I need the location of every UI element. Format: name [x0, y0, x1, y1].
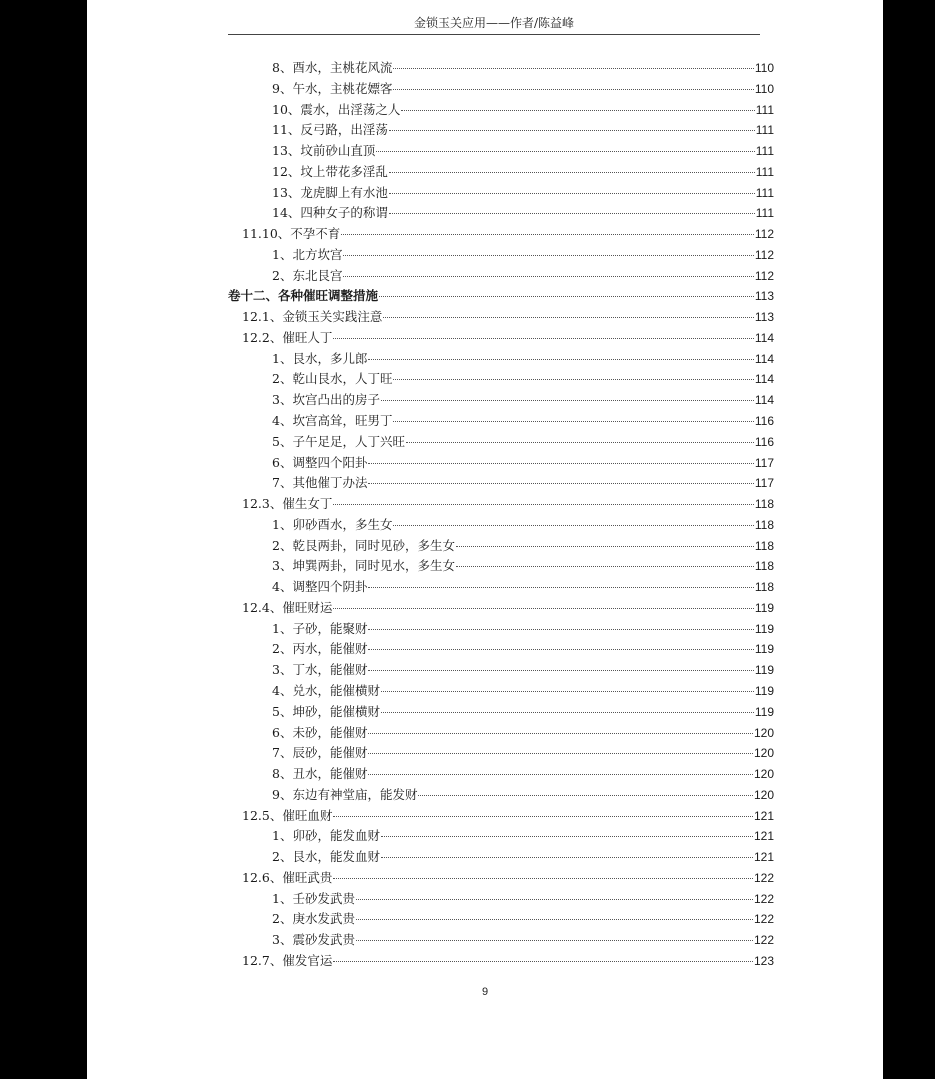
- toc-entry-title: 5、子午足足，人丁兴旺: [272, 433, 405, 449]
- toc-entry-title: 2、乾艮两卦，同时见砂，多生女: [272, 537, 455, 553]
- toc-entry[interactable]: [228, 183, 774, 204]
- toc-entry-title: 4、坎宫高耸，旺男丁: [272, 413, 393, 429]
- toc-entry[interactable]: [228, 639, 774, 660]
- toc-entry[interactable]: [228, 764, 774, 785]
- toc-dot-leader: [341, 234, 754, 235]
- toc-entry[interactable]: [228, 224, 774, 245]
- toc-entry-page: 111: [755, 206, 774, 221]
- toc-dot-leader: [393, 421, 753, 422]
- toc-dot-leader: [381, 836, 753, 837]
- toc-entry[interactable]: [228, 577, 774, 598]
- toc-entry-page: 122: [753, 933, 774, 948]
- toc-entry[interactable]: [228, 453, 774, 474]
- toc-entry-page: 111: [755, 123, 774, 138]
- toc-entry-title: 1、卯砂酉水，多生女: [272, 516, 393, 532]
- toc-entry-title: 2、东北艮宫: [272, 267, 343, 283]
- toc-dot-leader: [356, 919, 753, 920]
- toc-entry-title: 12.1、金锁玉关实践注意: [242, 309, 383, 325]
- toc-entry[interactable]: [228, 307, 774, 328]
- toc-entry-page: 114: [754, 372, 774, 387]
- toc-entry-title: 3、坎宫凸出的房子: [272, 392, 380, 408]
- toc-dot-leader: [393, 379, 753, 380]
- toc-entry-page: 117: [754, 476, 774, 491]
- toc-entry-page: 120: [753, 767, 774, 782]
- toc-entry-page: 117: [754, 455, 774, 470]
- toc-entry[interactable]: [228, 58, 774, 79]
- toc-dot-leader: [368, 587, 753, 588]
- toc-dot-leader: [406, 442, 754, 443]
- toc-entry-page: 118: [754, 538, 774, 553]
- toc-entry[interactable]: [228, 723, 774, 744]
- toc-dot-leader: [393, 68, 753, 69]
- toc-entry-page: 112: [754, 247, 774, 262]
- toc-dot-leader: [356, 940, 753, 941]
- toc-entry-title: 1、北方坎宫: [272, 246, 343, 262]
- toc-entry[interactable]: [228, 203, 774, 224]
- document-page: [87, 0, 883, 1079]
- toc-entry-title: 5、坤砂，能催横财: [272, 703, 380, 719]
- toc-entry-page: 119: [754, 683, 774, 698]
- toc-entry-title: 4、兑水，能催横财: [272, 682, 380, 698]
- toc-entry[interactable]: [228, 369, 774, 390]
- toc-entry-page: 119: [754, 642, 774, 657]
- toc-dot-leader: [333, 608, 754, 609]
- toc-entry-title: 6、调整四个阳卦: [272, 454, 368, 470]
- toc-dot-leader: [368, 359, 753, 360]
- toc-entry[interactable]: [228, 847, 774, 868]
- toc-entry-title: 11、反弓路，出淫荡: [272, 122, 388, 138]
- toc-entry[interactable]: [228, 473, 774, 494]
- toc-entry-title: 9、东边有神堂庙，能发财: [272, 786, 418, 802]
- toc-entry-page: 122: [753, 891, 774, 906]
- toc-entry[interactable]: [228, 660, 774, 681]
- toc-dot-leader: [368, 733, 753, 734]
- toc-entry-page: 116: [754, 414, 774, 429]
- toc-entry-title: 8、酉水，主桃花风流: [272, 60, 393, 75]
- toc-entry-page: 110: [754, 81, 774, 96]
- toc-entry[interactable]: [228, 556, 774, 577]
- toc-entry[interactable]: [228, 494, 774, 515]
- toc-entry-title: 10、震水，出淫荡之人: [272, 101, 401, 117]
- toc-entry[interactable]: [228, 826, 774, 847]
- toc-entry[interactable]: [228, 266, 774, 287]
- toc-entry-page: 118: [754, 517, 774, 532]
- toc-entry-page: 113: [754, 289, 774, 304]
- toc-dot-leader: [418, 795, 753, 796]
- toc-entry-page: 114: [754, 330, 774, 345]
- toc-entry-title: 8、丑水，能催财: [272, 766, 368, 782]
- toc-dot-leader: [368, 670, 753, 671]
- toc-dot-leader: [356, 899, 753, 900]
- toc-entry[interactable]: [228, 432, 774, 453]
- toc-entry-page: 121: [753, 808, 774, 823]
- toc-entry-page: 119: [754, 621, 774, 636]
- toc-entry-page: 118: [754, 497, 774, 512]
- running-header: 金锁玉关应用——作者/陈益峰: [228, 14, 760, 35]
- toc-entry-page: 119: [754, 600, 774, 615]
- toc-entry-page: 123: [753, 953, 774, 968]
- toc-dot-leader: [389, 193, 755, 194]
- toc-entry[interactable]: [228, 162, 774, 183]
- toc-entry[interactable]: [228, 951, 774, 972]
- toc-dot-leader: [376, 151, 754, 152]
- toc-entry-page: 118: [754, 580, 774, 595]
- toc-entry[interactable]: [228, 245, 774, 266]
- toc-entry[interactable]: [228, 100, 774, 121]
- toc-dot-leader: [389, 130, 755, 131]
- toc-entry[interactable]: [228, 515, 774, 536]
- toc-entry-page: 119: [754, 704, 774, 719]
- toc-entry[interactable]: [228, 868, 774, 889]
- toc-dot-leader: [383, 317, 754, 318]
- toc-dot-leader: [389, 172, 755, 173]
- toc-entry-page: 112: [754, 227, 774, 242]
- toc-dot-leader: [343, 255, 753, 256]
- toc-entry[interactable]: [228, 743, 774, 764]
- toc-dot-leader: [381, 857, 753, 858]
- toc-entry-page: 111: [755, 144, 774, 159]
- toc-entry-title: 6、未砂，能催财: [272, 724, 368, 740]
- toc-dot-leader: [368, 649, 753, 650]
- toc-entry[interactable]: [228, 286, 774, 307]
- toc-dot-leader: [456, 566, 754, 567]
- toc-dot-leader: [368, 629, 753, 630]
- toc-entry-title: 12、坟上带花多淫乱: [272, 163, 388, 179]
- toc-entry[interactable]: [228, 79, 774, 100]
- toc-entry-title: 2、艮水，能发血财: [272, 849, 380, 865]
- toc-entry[interactable]: [228, 930, 774, 951]
- toc-entry[interactable]: [228, 785, 774, 806]
- toc-entry-title: 1、卯砂，能发血财: [272, 828, 380, 844]
- page-number: 9: [481, 986, 489, 998]
- toc-dot-leader: [333, 816, 753, 817]
- toc-entry-title: 3、丁水，能催财: [272, 662, 368, 678]
- toc-entry[interactable]: [228, 806, 774, 827]
- toc-entry-page: 122: [753, 870, 774, 885]
- toc-dot-leader: [381, 400, 754, 401]
- toc-dot-leader: [379, 296, 754, 297]
- toc-entry[interactable]: [228, 120, 774, 141]
- toc-entry[interactable]: [228, 536, 774, 557]
- toc-entry[interactable]: [228, 411, 774, 432]
- toc-entry[interactable]: [228, 619, 774, 640]
- toc-entry-page: 122: [753, 912, 774, 927]
- toc-entry-page: 119: [754, 663, 774, 678]
- toc-entry-title: 1、子砂，能聚财: [272, 620, 368, 636]
- toc-entry-title: 1、艮水，多儿郎: [272, 350, 368, 366]
- toc-dot-leader: [368, 753, 753, 754]
- toc-entry-title: 12.2、催旺人丁: [242, 329, 333, 345]
- toc-entry-title: 11.10、不孕不育: [242, 226, 341, 242]
- toc-entry-page: 116: [754, 434, 774, 449]
- toc-dot-leader: [343, 276, 753, 277]
- toc-entry-page: 112: [754, 268, 774, 283]
- toc-entry-title: 13、坟前砂山直顶: [272, 143, 376, 159]
- toc-dot-leader: [368, 774, 753, 775]
- toc-entry-title: 卷十二、各种催旺调整措施: [228, 288, 379, 304]
- toc-dot-leader: [368, 483, 753, 484]
- toc-entry-page: 120: [753, 787, 774, 802]
- toc-dot-leader: [368, 463, 753, 464]
- toc-dot-leader: [389, 213, 755, 214]
- toc-entry-title: 2、庚水发武贵: [272, 911, 355, 927]
- toc-entry[interactable]: [228, 889, 774, 910]
- toc-entry-title: 12.6、催旺武贵: [242, 869, 333, 885]
- toc-entry-title: 7、辰砂，能催财: [272, 745, 368, 761]
- toc-dot-leader: [456, 546, 754, 547]
- toc-entry-title: 4、调整四个阴卦: [272, 579, 368, 595]
- toc-entry-page: 121: [753, 829, 774, 844]
- toc-entry-title: 3、坤巽两卦，同时见水，多生女: [272, 558, 455, 574]
- toc-entry-title: 7、其他催丁办法: [272, 475, 368, 491]
- toc-dot-leader: [333, 504, 754, 505]
- toc-dot-leader: [381, 712, 754, 713]
- toc-dot-leader: [381, 691, 754, 692]
- toc-dot-leader: [393, 89, 753, 90]
- toc-entry[interactable]: [228, 681, 774, 702]
- toc-entry-page: 111: [755, 185, 774, 200]
- toc-entry[interactable]: [228, 909, 774, 930]
- toc-entry-page: 111: [755, 164, 774, 179]
- toc-dot-leader: [333, 961, 753, 962]
- toc-entry[interactable]: [228, 598, 774, 619]
- toc-entry-title: 12.5、催旺血财: [242, 807, 333, 823]
- toc-entry[interactable]: [228, 349, 774, 370]
- toc-entry-title: 2、乾山艮水，人丁旺: [272, 371, 393, 387]
- toc-dot-leader: [393, 525, 753, 526]
- toc-entry-page: 118: [754, 559, 774, 574]
- toc-entry-page: 120: [753, 746, 774, 761]
- toc-entry-title: 13、龙虎脚上有水池: [272, 184, 388, 200]
- toc-entry[interactable]: [228, 702, 774, 723]
- toc-entry[interactable]: [228, 328, 774, 349]
- toc-entry-title: 9、午水，主桃花嫖客: [272, 80, 393, 96]
- toc-entry-title: 12.3、催生女丁: [242, 496, 333, 512]
- toc-entry-page: 114: [754, 393, 774, 408]
- toc-entry-page: 120: [753, 725, 774, 740]
- toc-entry-title: 2、丙水，能催财: [272, 641, 368, 657]
- toc-dot-leader: [333, 338, 754, 339]
- toc-entry[interactable]: [228, 390, 774, 411]
- toc-dot-leader: [333, 878, 753, 879]
- toc-entry-page: 111: [755, 102, 774, 117]
- toc-entry-title: 3、震砂发武贵: [272, 932, 355, 948]
- toc-entry-page: 113: [754, 310, 774, 325]
- toc-entry-page: 121: [753, 850, 774, 865]
- toc-entry-title: 12.7、催发官运: [242, 952, 333, 968]
- toc-entry-page: 110: [754, 61, 774, 75]
- toc-entry-title: 1、壬砂发武贵: [272, 890, 355, 906]
- toc-entry-title: 12.4、催旺财运: [242, 599, 333, 615]
- toc-dot-leader: [401, 110, 754, 111]
- toc-entry-page: 114: [754, 351, 774, 366]
- toc-entry[interactable]: [228, 141, 774, 162]
- table-of-contents: [228, 58, 774, 972]
- toc-entry-title: 14、四种女子的称谓: [272, 205, 388, 221]
